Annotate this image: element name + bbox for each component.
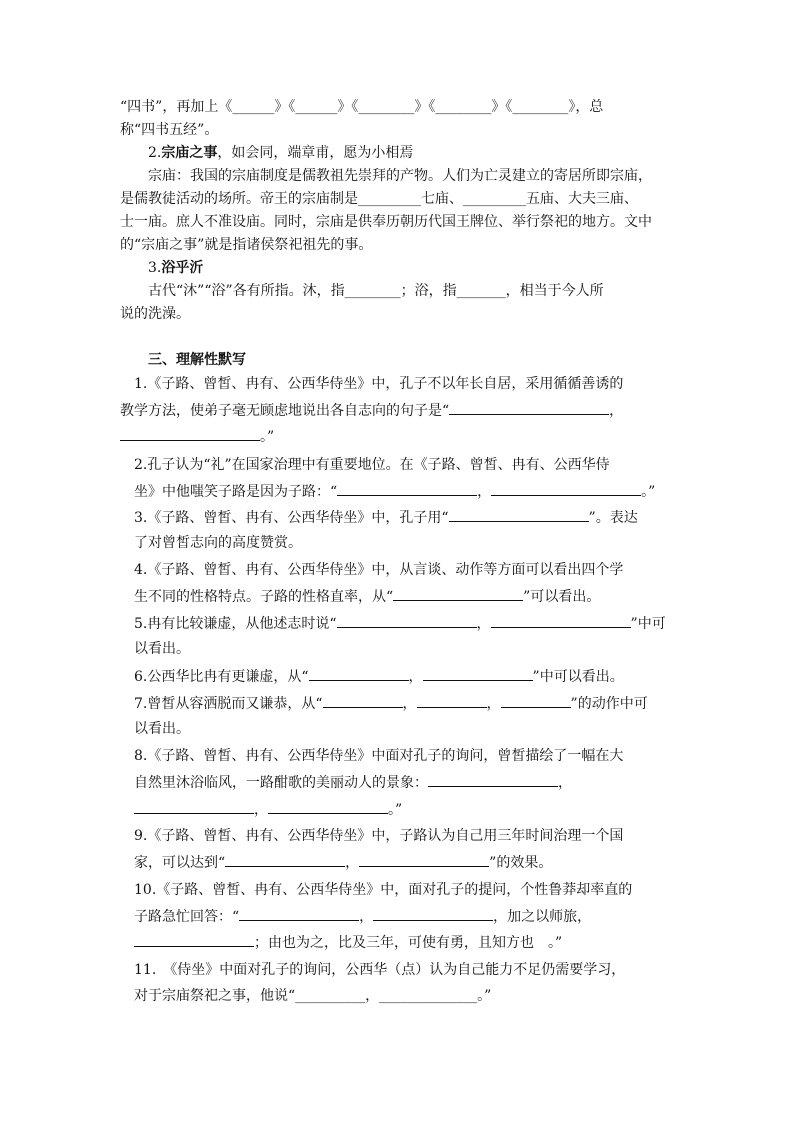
answer-blank <box>423 666 533 681</box>
answer-blank <box>309 666 409 681</box>
answer-blank <box>417 693 487 708</box>
text-line: 的“宗庙之事”就是指诸侯祭祀祖先的事。 <box>120 237 373 253</box>
item-heading <box>148 258 708 278</box>
question-line: ；由也为之，比及三年，可使有勇，且知方也 。” <box>134 932 694 953</box>
text-line: 称“四书五经”。 <box>120 122 219 138</box>
answer-blank <box>268 799 388 814</box>
question-line: 对于宗庙祭祀之事，他说“__________，______________。” <box>134 988 492 1004</box>
question-line: 1.《子路、曾皙、冉有、公西华侍坐》中，孔子不以年长自居，采用循循善诱的 <box>134 376 624 392</box>
answer-blank <box>359 852 489 867</box>
text-line: 说的洗澡。 <box>120 306 190 322</box>
item-text: ，如会同，端章甫，愿为小相焉 <box>217 145 414 161</box>
text-line: “四书”，再加上《______》《______》《________》《________》《________》，总 <box>120 99 604 115</box>
question-line: 8.《子路、曾皙、冉有、公西华侍坐》中面对孔子的询问，曾皙描绘了一幅在大 <box>134 748 624 764</box>
question-line: 4.《子路、曾皙、冉有、公西华侍坐》中，从言谈、动作等方面可以看出四个学 <box>134 562 624 578</box>
section-heading: 三、理解性默写 <box>148 352 246 368</box>
answer-blank <box>120 426 260 441</box>
answer-blank <box>373 906 493 921</box>
answer-blank <box>491 613 631 628</box>
text-line: 士一庙。庶人不准设庙。同时，宗庙是供奉历朝历代国王牌位、举行祭祀的地方。文中 <box>120 214 652 230</box>
question-line: 以看出。 <box>134 641 190 657</box>
question-line: 11. 《侍坐》中面对孔子的询问，公西华（点）认为自己能力不足仍需要学习， <box>134 962 626 978</box>
item-number: 2. <box>148 145 162 161</box>
question-line: 教学方法，使弟子毫无顾虑地说出各自志向的句子是“ ， <box>120 400 680 421</box>
item-title: 宗庙之事 <box>161 145 218 161</box>
item-number: 3. <box>148 260 162 276</box>
question-line: 9.《子路、曾皙、冉有、公西华侍坐》中，子路认为自己用三年时间治理一个国 <box>134 828 624 844</box>
question-line: 5.冉有比较谦虚，从他述志时说“ ， ”中可 <box>134 613 694 634</box>
item-heading <box>148 143 708 163</box>
question-line: 自然里沐浴临风，一路酣歌的美丽动人的景象： ， <box>134 772 694 793</box>
question-line: 以看出。 <box>134 721 190 737</box>
question-line: 2.孔子认为“礼”在国家治理中有重要地位。在《子路、曾皙、冉有、公西华侍 <box>134 457 610 473</box>
answer-blank <box>134 932 254 947</box>
answer-blank <box>337 613 477 628</box>
answer-blank <box>239 906 359 921</box>
answer-blank <box>393 586 523 601</box>
text-line: 宗庙：我国的宗庙制度是儒教祖先崇拜的产物。人们为亡灵建立的寄居所即宗庙， <box>148 168 652 184</box>
question-line: 3.《子路、曾皙、冉有、公西华侍坐》中，孔子用“ ”。表达 <box>134 507 694 528</box>
answer-blank <box>428 772 558 787</box>
answer-blank <box>491 481 641 496</box>
question-line: 。” <box>120 426 680 447</box>
question-line: 6.公西华比冉有更谦虚，从“ ， ”中可以看出。 <box>134 666 694 687</box>
question-line: 家，可以达到“ ， ”的效果。 <box>134 852 694 873</box>
question-line: 生不同的性格特点。子路的性格直率，从“ ”可以看出。 <box>134 586 694 607</box>
answer-blank <box>323 693 403 708</box>
answer-blank <box>225 852 345 867</box>
question-line: 7.曾皙从容洒脱而又谦恭，从“ ， ， ”的动作中可 <box>134 693 694 714</box>
answer-blank <box>134 799 254 814</box>
item-title: 浴乎沂 <box>161 260 204 276</box>
question-line: 了对曾皙志向的高度赞赏。 <box>134 535 302 551</box>
answer-blank <box>501 693 571 708</box>
question-line: 10.《子路、曾皙、冉有、公西华侍坐》中，面对孔子的提问，个性鲁莽却率直的 <box>134 882 633 898</box>
question-line: ， 。” <box>134 799 694 820</box>
text-line: 是儒教徒活动的场所。帝王的宗庙制是_________七庙、_________五庙、大夫三庙、 <box>120 191 638 207</box>
text-line: 古代“沐”“浴”各有所指。沐，指________；浴，指_______，相当于今人所 <box>148 283 604 299</box>
answer-blank <box>337 481 477 496</box>
answer-blank <box>449 507 589 522</box>
answer-blank <box>449 400 609 415</box>
question-line: 子路急忙回答：“ ， ，加之以师旅， <box>134 906 694 927</box>
question-line: 坐》中他嗤笑子路是因为子路：“ ， 。” <box>134 481 694 502</box>
